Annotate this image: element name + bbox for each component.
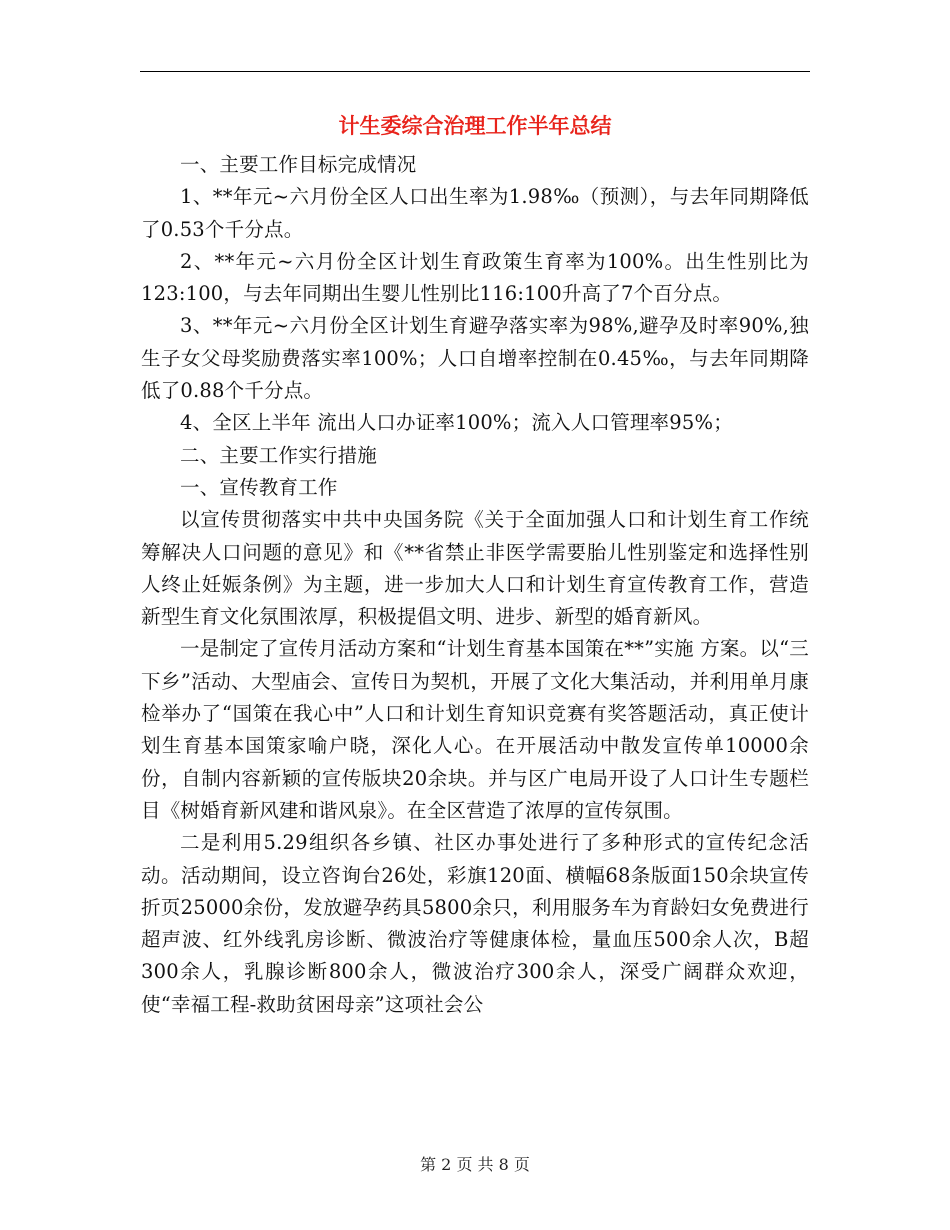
document-title: 计生委综合治理工作半年总结 xyxy=(338,114,612,138)
paragraph-529-activities: 二是利用5.29组织各乡镇、社区办事处进行了多种形式的宣传纪念活动。活动期间，设立咨询台26处，彩旗120面、横幅68条版面150余块宣传折页25000余份，发放避孕药具5800余只，利用服务车为育龄妇女免费进行超声波、红外线乳房诊断、微波治疗等健康体检，量血压500余人次，B超300余人，乳腺诊断800余人，微波治疗300余人，深受广阔群众欢迎，使“幸福工程-救助贫困母亲”这项社会公 xyxy=(141,831,809,1016)
document-body xyxy=(141,149,809,1021)
paragraph-publicity-theme: 以宣传贯彻落实中共中央国务院《关于全面加强人口和计划生育工作统筹解决人口问题的意见》和《**省禁止非医学需要胎儿性别鉴定和选择性别人终止妊娠条例》为主题，进一步加大人口和计划生育宣传教育工作，营造新型生育文化氛围浓厚，积极提倡文明、进步、新型的婚育新风。 xyxy=(141,508,809,629)
paragraph-contraception-rate: 3、**年元~六月份全区计划生育避孕落实率为98%,避孕及时率90%,独生子女父母奖励费落实率100%；人口自增率控制在0.45‰，与去年同期降低了0.88个千分点。 xyxy=(141,314,809,403)
subsection-heading-publicity: 一、宣传教育工作 xyxy=(180,475,338,499)
paragraph-birth-rate: 1、**年元~六月份全区人口出生率为1.98‰（预测），与去年同期降低了0.53个千分点。 xyxy=(141,185,809,241)
page-footer: 第 2 页 共 8 页 xyxy=(420,1155,530,1174)
section-heading-goals: 一、主要工作目标完成情况 xyxy=(180,153,417,176)
paragraph-migrant-population: 4、全区上半年 流出人口办证率100%；流入人口管理率95%； xyxy=(180,411,733,435)
paragraph-policy-rate: 2、**年元~六月份全区计划生育政策生育率为100%。出生性别比为123:100，与去年同期出生婴儿性别比116:100升高了7个百分点。 xyxy=(141,249,809,306)
section-heading-measures: 二、主要工作实行措施 xyxy=(180,443,378,467)
paragraph-publicity-month: 一是制定了宣传月活动方案和“计划生育基本国策在**”实施 方案。以“三下乡”活动、大型庙会、宣传日为契机，开展了文化大集活动，并利用单月康检举办了“国策在我心中”人口和计划生育知识竞赛有奖答题活动，真正使计划生育基本国策家喻户晓，深化人心。在开展活动中散发宣传单10000余份，自制内容新颖的宣传版块20余块。并与区广电局开设了人口计生专题栏目《树婚育新风建和谐风泉》。在全区营造了浓厚的宣传氛围。 xyxy=(141,637,809,822)
header-rule xyxy=(140,71,810,72)
